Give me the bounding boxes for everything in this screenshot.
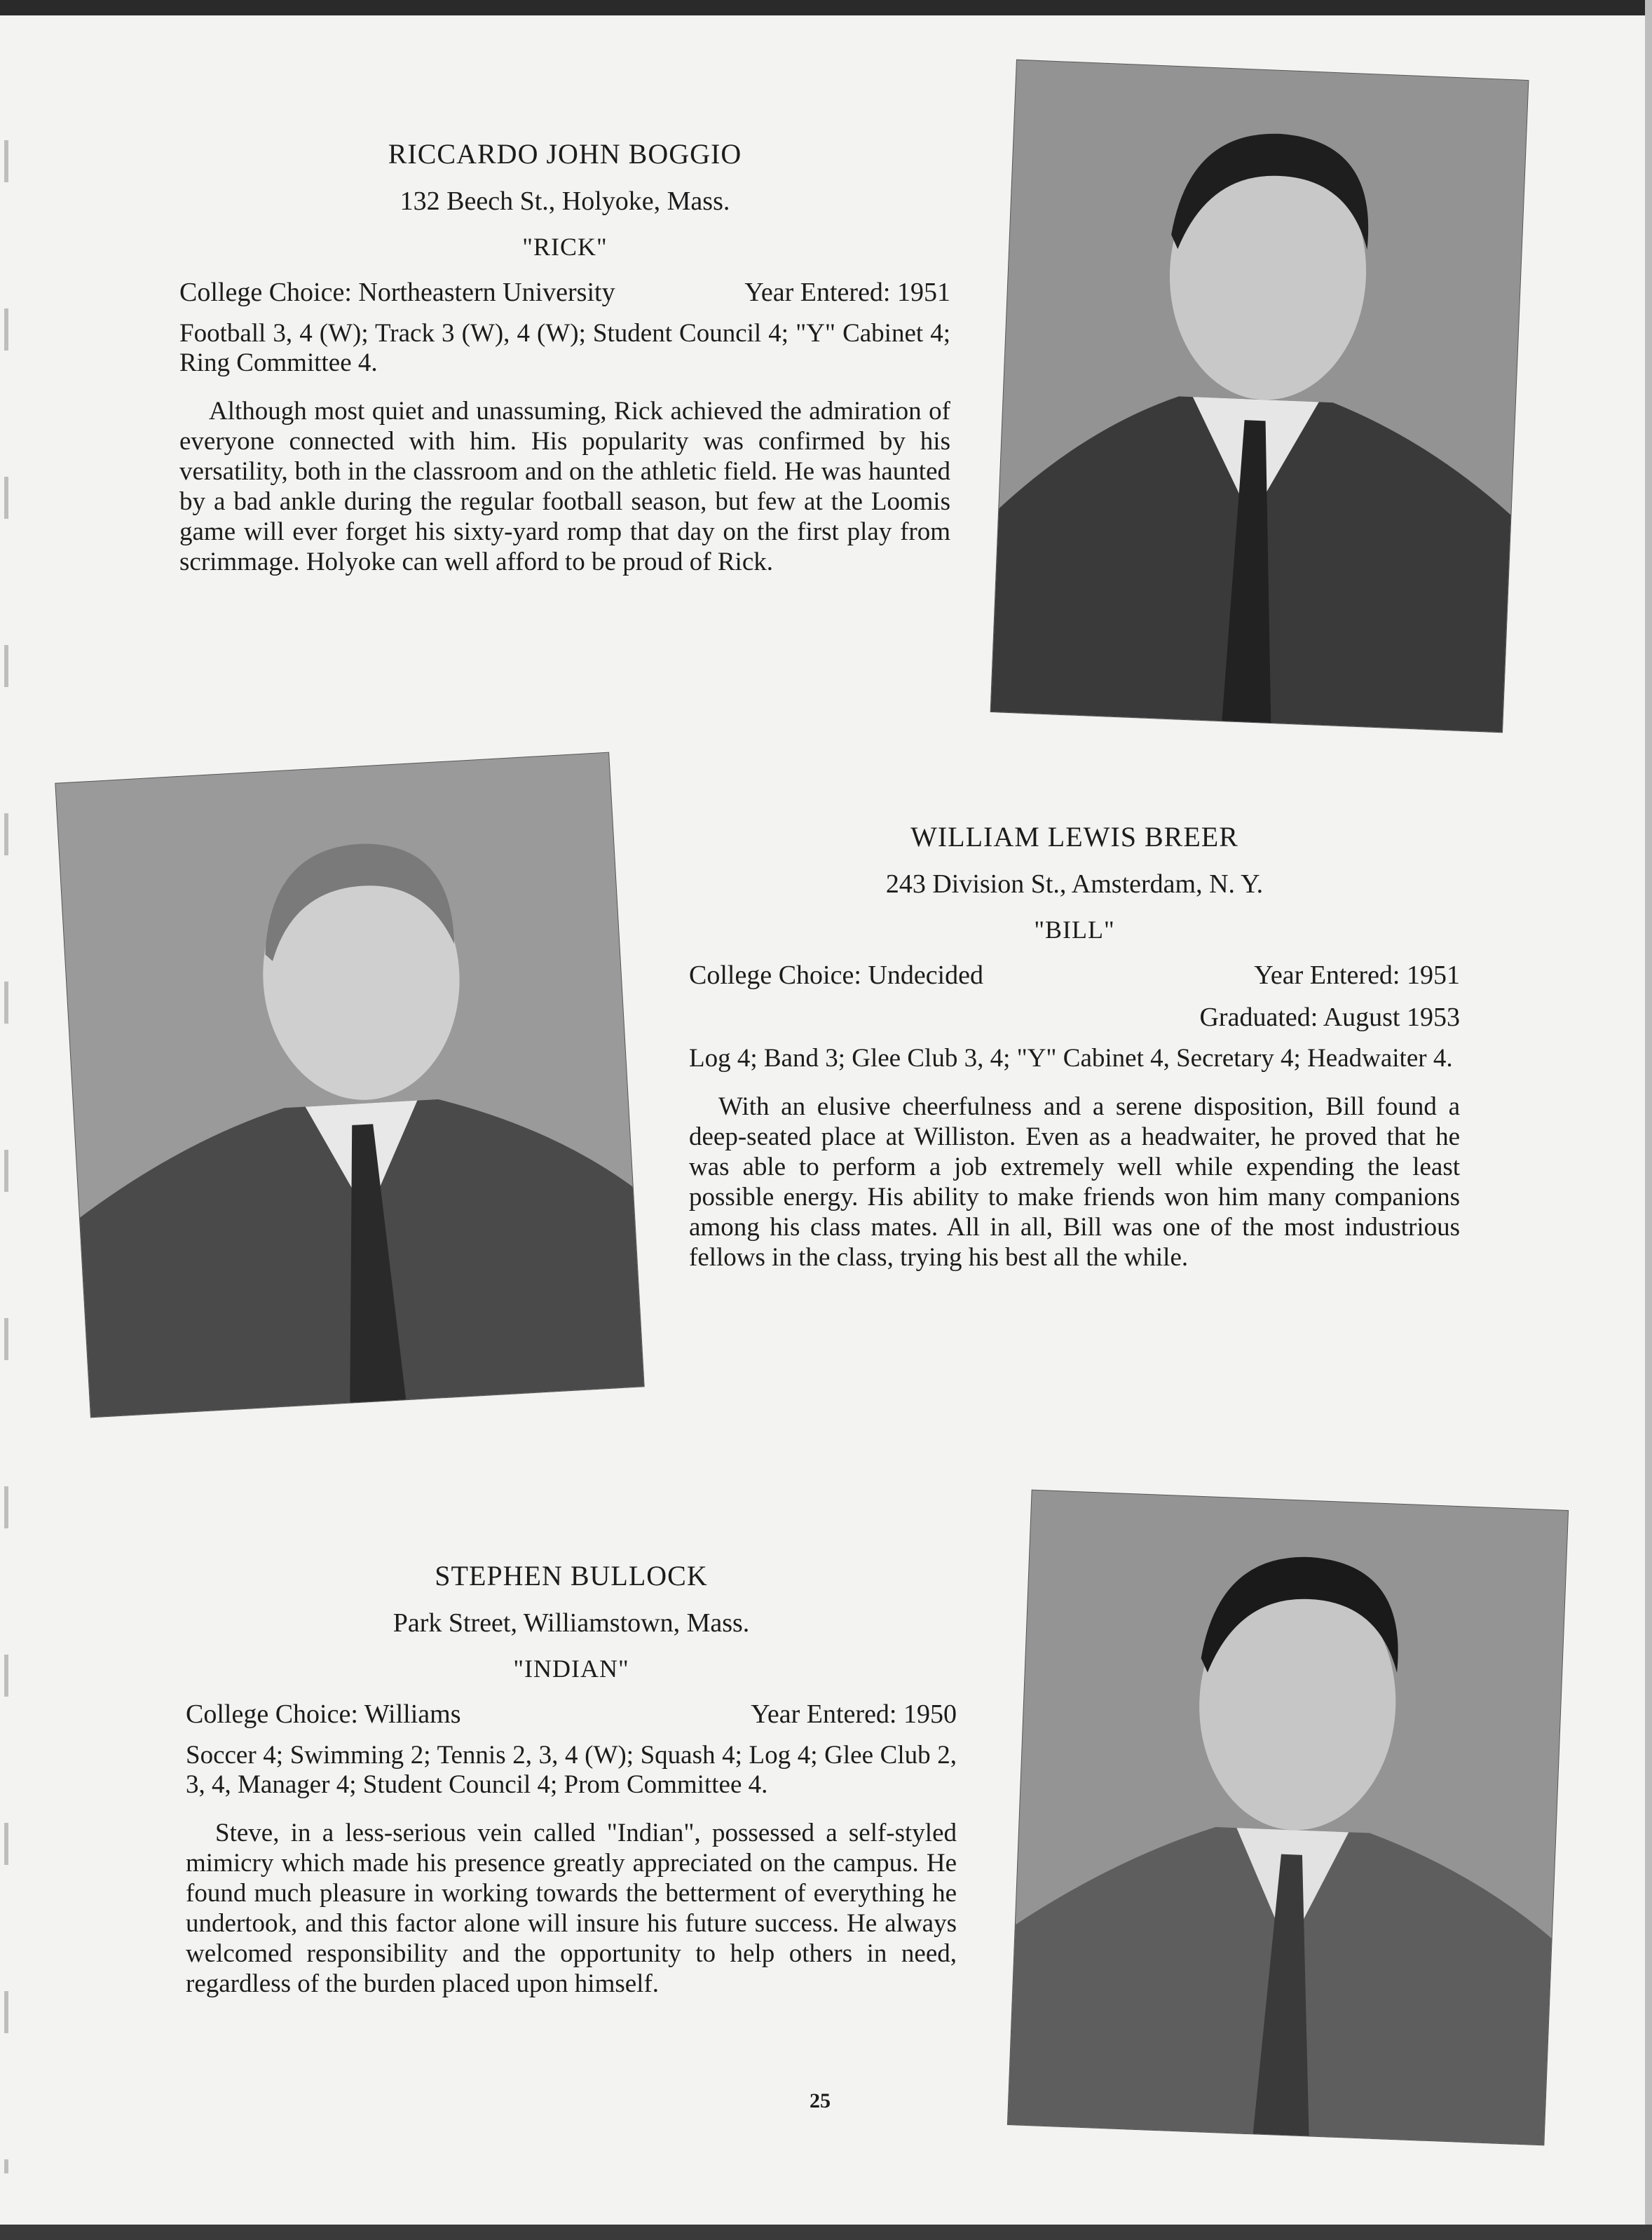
student-name: WILLIAM LEWIS BREER	[910, 821, 1238, 853]
student-nickname: "BILL"	[1034, 916, 1115, 944]
entry-bullock	[186, 1559, 957, 1999]
activities: Log 4; Band 3; Glee Club 3, 4; "Y" Cabinet 4, Secretary 4; Headwaiter 4.	[689, 1044, 1453, 1073]
student-address: 132 Beech St., Holyoke, Mass.	[400, 186, 730, 216]
page-number: 25	[810, 2089, 831, 2112]
page-top-edge	[0, 0, 1652, 15]
year-entered: Year Entered: 1951	[744, 278, 950, 307]
college-choice: College Choice: Williams	[186, 1699, 461, 1729]
choice-row	[689, 960, 1460, 991]
choice-row	[179, 277, 950, 308]
portrait-photo-bullock	[1008, 1491, 1568, 2145]
entry-boggio	[179, 137, 950, 577]
biography: With an elusive cheerfulness and a serene disposition, Bill found a deep-seated place at Williston. Even as a headwaiter, he proved that he was able to perform a job extremely well while expending the least possible energy. His ability to make friends won him many companions among his class mates. All in all, Bill was one of the most industrious fellows in the class, trying his best all the while.	[689, 1092, 1460, 1272]
year-entered: Year Entered: 1950	[751, 1699, 957, 1729]
student-name: STEPHEN BULLOCK	[435, 1560, 708, 1591]
year-entered: Year Entered: 1951	[1254, 961, 1460, 990]
graduated: Graduated: August 1953	[1199, 1003, 1460, 1032]
entry-breer	[689, 820, 1460, 1272]
page-right-edge	[1645, 0, 1652, 2240]
student-nickname: "INDIAN"	[513, 1655, 629, 1683]
page-bottom-edge	[0, 2225, 1652, 2240]
biography: Steve, in a less-serious vein called "Indian", possessed a self-styled mimicry which made his presence greatly appreciated on the campus. He found much pleasure in working towards the betterment of everything he undertook, and this factor alone will insure his future success. He always welcomed responsibility and the opportunity to help others in need, regardless of the burden placed upon himself.	[186, 1819, 957, 1998]
college-choice: College Choice: Undecided	[689, 961, 983, 990]
activities: Soccer 4; Swimming 2; Tennis 2, 3, 4 (W); Squash 4; Log 4; Glee Club 2, 3, 4, Manager 4; Student Council 4; Prom Committee 4.	[186, 1741, 957, 1799]
student-address: 243 Division St., Amsterdam, N. Y.	[885, 869, 1264, 899]
portrait-photo-boggio	[991, 60, 1529, 733]
college-choice: College Choice: Northeastern University	[179, 278, 615, 307]
binding-marks	[4, 140, 8, 2173]
portrait-photo-breer	[55, 753, 643, 1418]
student-name: RICCARDO JOHN BOGGIO	[388, 138, 742, 170]
student-address: Park Street, Williamstown, Mass.	[392, 1608, 750, 1638]
student-nickname: "RICK"	[522, 233, 608, 261]
choice-row	[186, 1699, 957, 1730]
biography: Although most quiet and unassuming, Rick achieved the admiration of everyone connected with him. His popularity was confirmed by his versatility, both in the classroom and on the athletic field. He was haunted by a bad ankle during the regular football season, but few at the Loomis game will ever forget his sixty-yard romp that day on the first play from scrimmage. Holyoke can well afford to be proud of Rick.	[179, 397, 950, 576]
activities: Football 3, 4 (W); Track 3 (W), 4 (W); Student Council 4; "Y" Cabinet 4; Ring Committee 4.	[179, 319, 950, 377]
